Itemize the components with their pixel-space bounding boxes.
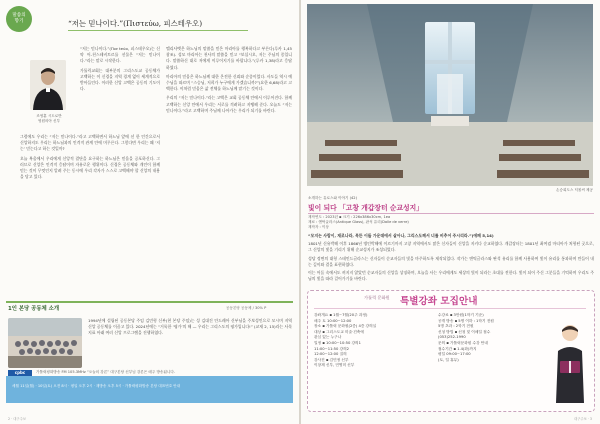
left-page xyxy=(0,0,299,424)
church-interior-photo xyxy=(307,4,593,186)
section-rule xyxy=(6,301,293,303)
lecture-promo-box xyxy=(307,290,595,412)
section-title: 1인 본당 공동체 소개 xyxy=(8,306,60,312)
photo-caption: 손승희도스 딕볼씨 제공 xyxy=(556,188,593,192)
column-1b: 그럼에도 우리는 “저는 믿나이다.”라고 고백하면서 하느님 앞에 선 한 인간으로서 신앙하지도 우리는 하느님과의 인격적 관계 안에 머무른다. 그렇다면 우리는 왜 ‘저는’ 믿는다고 하는 것일까? 오늘 복음에서 우리에게 신앙적 결단을 요구하는 하느님은 믿음을 공포하신다. 그러므로 신앙은 인격적 응답이며 자유로운 행위이다. 신경은 공동체와 개인이 함께 믿는 것이 무엇인지 알려 주는 동시에 우리 각자가 스스로 고백해야 할 신앙의 내용을 담고 있다. xyxy=(20,134,160,180)
section-body: 1994년에 설립된 공동본당 주임 김민형 신부(현 본당 주임)는 성 김대건 안드레아 신부님을 주보성인으로 모시며 지역 신앙 공동체를 이끌고 있다. 2024년에는 “거룩한 ‘평가’의 해 — 우리는 그리스도의 평가입니다!” (교재 2, 15)라는 사목지표 아래 여러 신앙 프로그램을 진행하였다. xyxy=(88,318,292,336)
radio-logo: cpbc xyxy=(8,370,32,376)
right-body: “모지는 사람이, 재로나라, 목뜬 이들 가운데에서 살아나, 그리스도께서 너를 비추어 주시리라.”(에페 5,14) 1801년 신유박해 이후 1866년 병인박해에 이르기까지 고창 지역에서도 많은 신자들이 신앙을 지키다 순교하였다. 개갑장터는 1801년 최여겸 마티아가 처형된 곳으로, 그 신앙의 빛을 기리기 위해 순교성지가 조성되었다. 성당 정면의 대형 스테인드글라스는 신자들이 순교자들의 빛을 마주하도록 제작되었다. 작가는 앤틱글라스와 판석 유리를 함께 사용하여 빛이 유리를 통과하며 만들어 내는 깊이와 결을 표현하였다. 이는 어둠 속에서도 꺼지지 않았던 순교자들의 신앙을 상징하며, 오늘을 사는 우리에게도 세상의 빛이 되라는 초대를 전한다. 빛이 되어 주신 그분들을 기억하며 우리도 주님의 빛을 따라 걸어가기를 바란다. xyxy=(308,233,594,282)
promo-details-left: 강좌개요 ▪ 1월~7월(20주 과정) 매주 토 10:00~12:00 장소 ▪ 가톨릭 문화원(2층) 4층 강의실 대상 ▪ 그리스도교 미술·건축에 관심 있는 누구나 일정 ▪ 10:00~10:50 강의1 11:00~11:50 강의2 12:00~12:00 질의 강사진 ▪ 김민정 신부 이창재 신부, 민영미 신부 xyxy=(314,313,377,368)
title-rule xyxy=(68,30,248,31)
section-subtitle: 공동본당 공동체 / 30% P xyxy=(226,306,267,310)
broadcast-strip-text: 세월 11일(월) · 10일(토) 오전 8시 · 평일 오후 2시 · 재방송 오후 5시 · 가톨릭평화방송 본당 대표번호 안내 xyxy=(12,384,181,388)
page-number-right: 대구주보 · 3 xyxy=(574,417,592,421)
promo-title: 특별강좌 모집안내 xyxy=(400,296,478,307)
promo-rule xyxy=(314,308,586,309)
radio-text: 가톨릭평화방송 FM 105.3MHz “오늘의 강론” 대구본당 신부님 강론은 매주 방송됩니다. xyxy=(36,370,175,374)
promo-details-right: 수강료 ▪ 3만원(1학기 기준) 공개 방송 ▪ 5명 이하 : 1학기 전원 5명 초과 : 2학기 전원 신청 방법 ▪ 신청 및 이메일 접수 (053)252-1990 문의 ▪ 가톨릭문화원 수강 안내 접수기간 ▪ 1.4(화)까지 평일 09:00~17:00 (토, 일 휴무) xyxy=(438,313,494,362)
promo-kicker: 가톨릭 문화원 xyxy=(364,295,390,300)
section-badge: 말씀의 향기 xyxy=(6,6,32,32)
article-title: “저는 믿나이다.”(Πιστεύω, 피스테우오) xyxy=(68,19,203,28)
broadcast-strip xyxy=(6,376,293,403)
author-portrait xyxy=(30,60,66,110)
right-page xyxy=(301,0,600,424)
priest-illustration xyxy=(550,321,590,403)
parish-group-photo xyxy=(8,318,82,368)
page-number-left: 2 · 대구주보 xyxy=(8,417,26,421)
column-1a: “저는 믿나이다.”(Πισ teúo, 피스테우오)는 신약 어-천스테비토르를 선물은 “저는 믿나이다.”라는 말로 시작한다. 가톨릭교회는 대부분의 그리스도교 공동체가 고백하는 이 신경을 지역 경계 없이 세계적으로 받아들인다. 이러한 신앙 고백은 공동의 기도이다. xyxy=(80,46,160,92)
series-label: 소개하는 유로스와 이야기 (42) xyxy=(308,196,357,200)
title-rule-right xyxy=(308,213,594,214)
column-2: 엘리사벳은 하느님의 말씀을 믿은 마리아를 행복하다고 부른다(루카 1,45 참조). 성모 마리아는 천사의 말씀을 믿고 “보십시오, 저는 주님의 종입니다. 말씀하신 대로 저에게 이루어지기를 바랍니다.”(루카 1,38)라고 응답하였다. 마리아의 믿음은 하느님께 대한 온전한 신뢰와 순종이었다. 사도들 역시 예수님을 따르며 “스승님, 저희가 누구에게 가겠습니까?”(요한 6,68)라고 고백한다. 이처럼 믿음은 삶 전체를 하느님께 맡기는 것이다. 우리의 “저는 믿나이다.”라는 고백은 교회 공동체 안에서 이루어진다. 함께 고백하는 신앙 안에서 우리는 서로를 격려하고 지탱해 준다. 오늘도 “저는 믿나이다.”라고 고백하며 주님께 나아가는 우리가 되기를 바란다. xyxy=(166,46,292,113)
article-title-right: 빛이 되다 「고창 개갑장터 순교성지」 xyxy=(308,204,423,212)
artwork-meta: 재작연도 : 2023년 ▪ 크기 : 226x386x30cm, 1ea 재료 : 앤틱글라스(Antique Glass), 판석 유리(Dalle de verre) 재작자 : 이상 xyxy=(308,215,409,230)
portrait-caption: 조영훈 시도로반 영원의아 신부 xyxy=(36,114,62,124)
